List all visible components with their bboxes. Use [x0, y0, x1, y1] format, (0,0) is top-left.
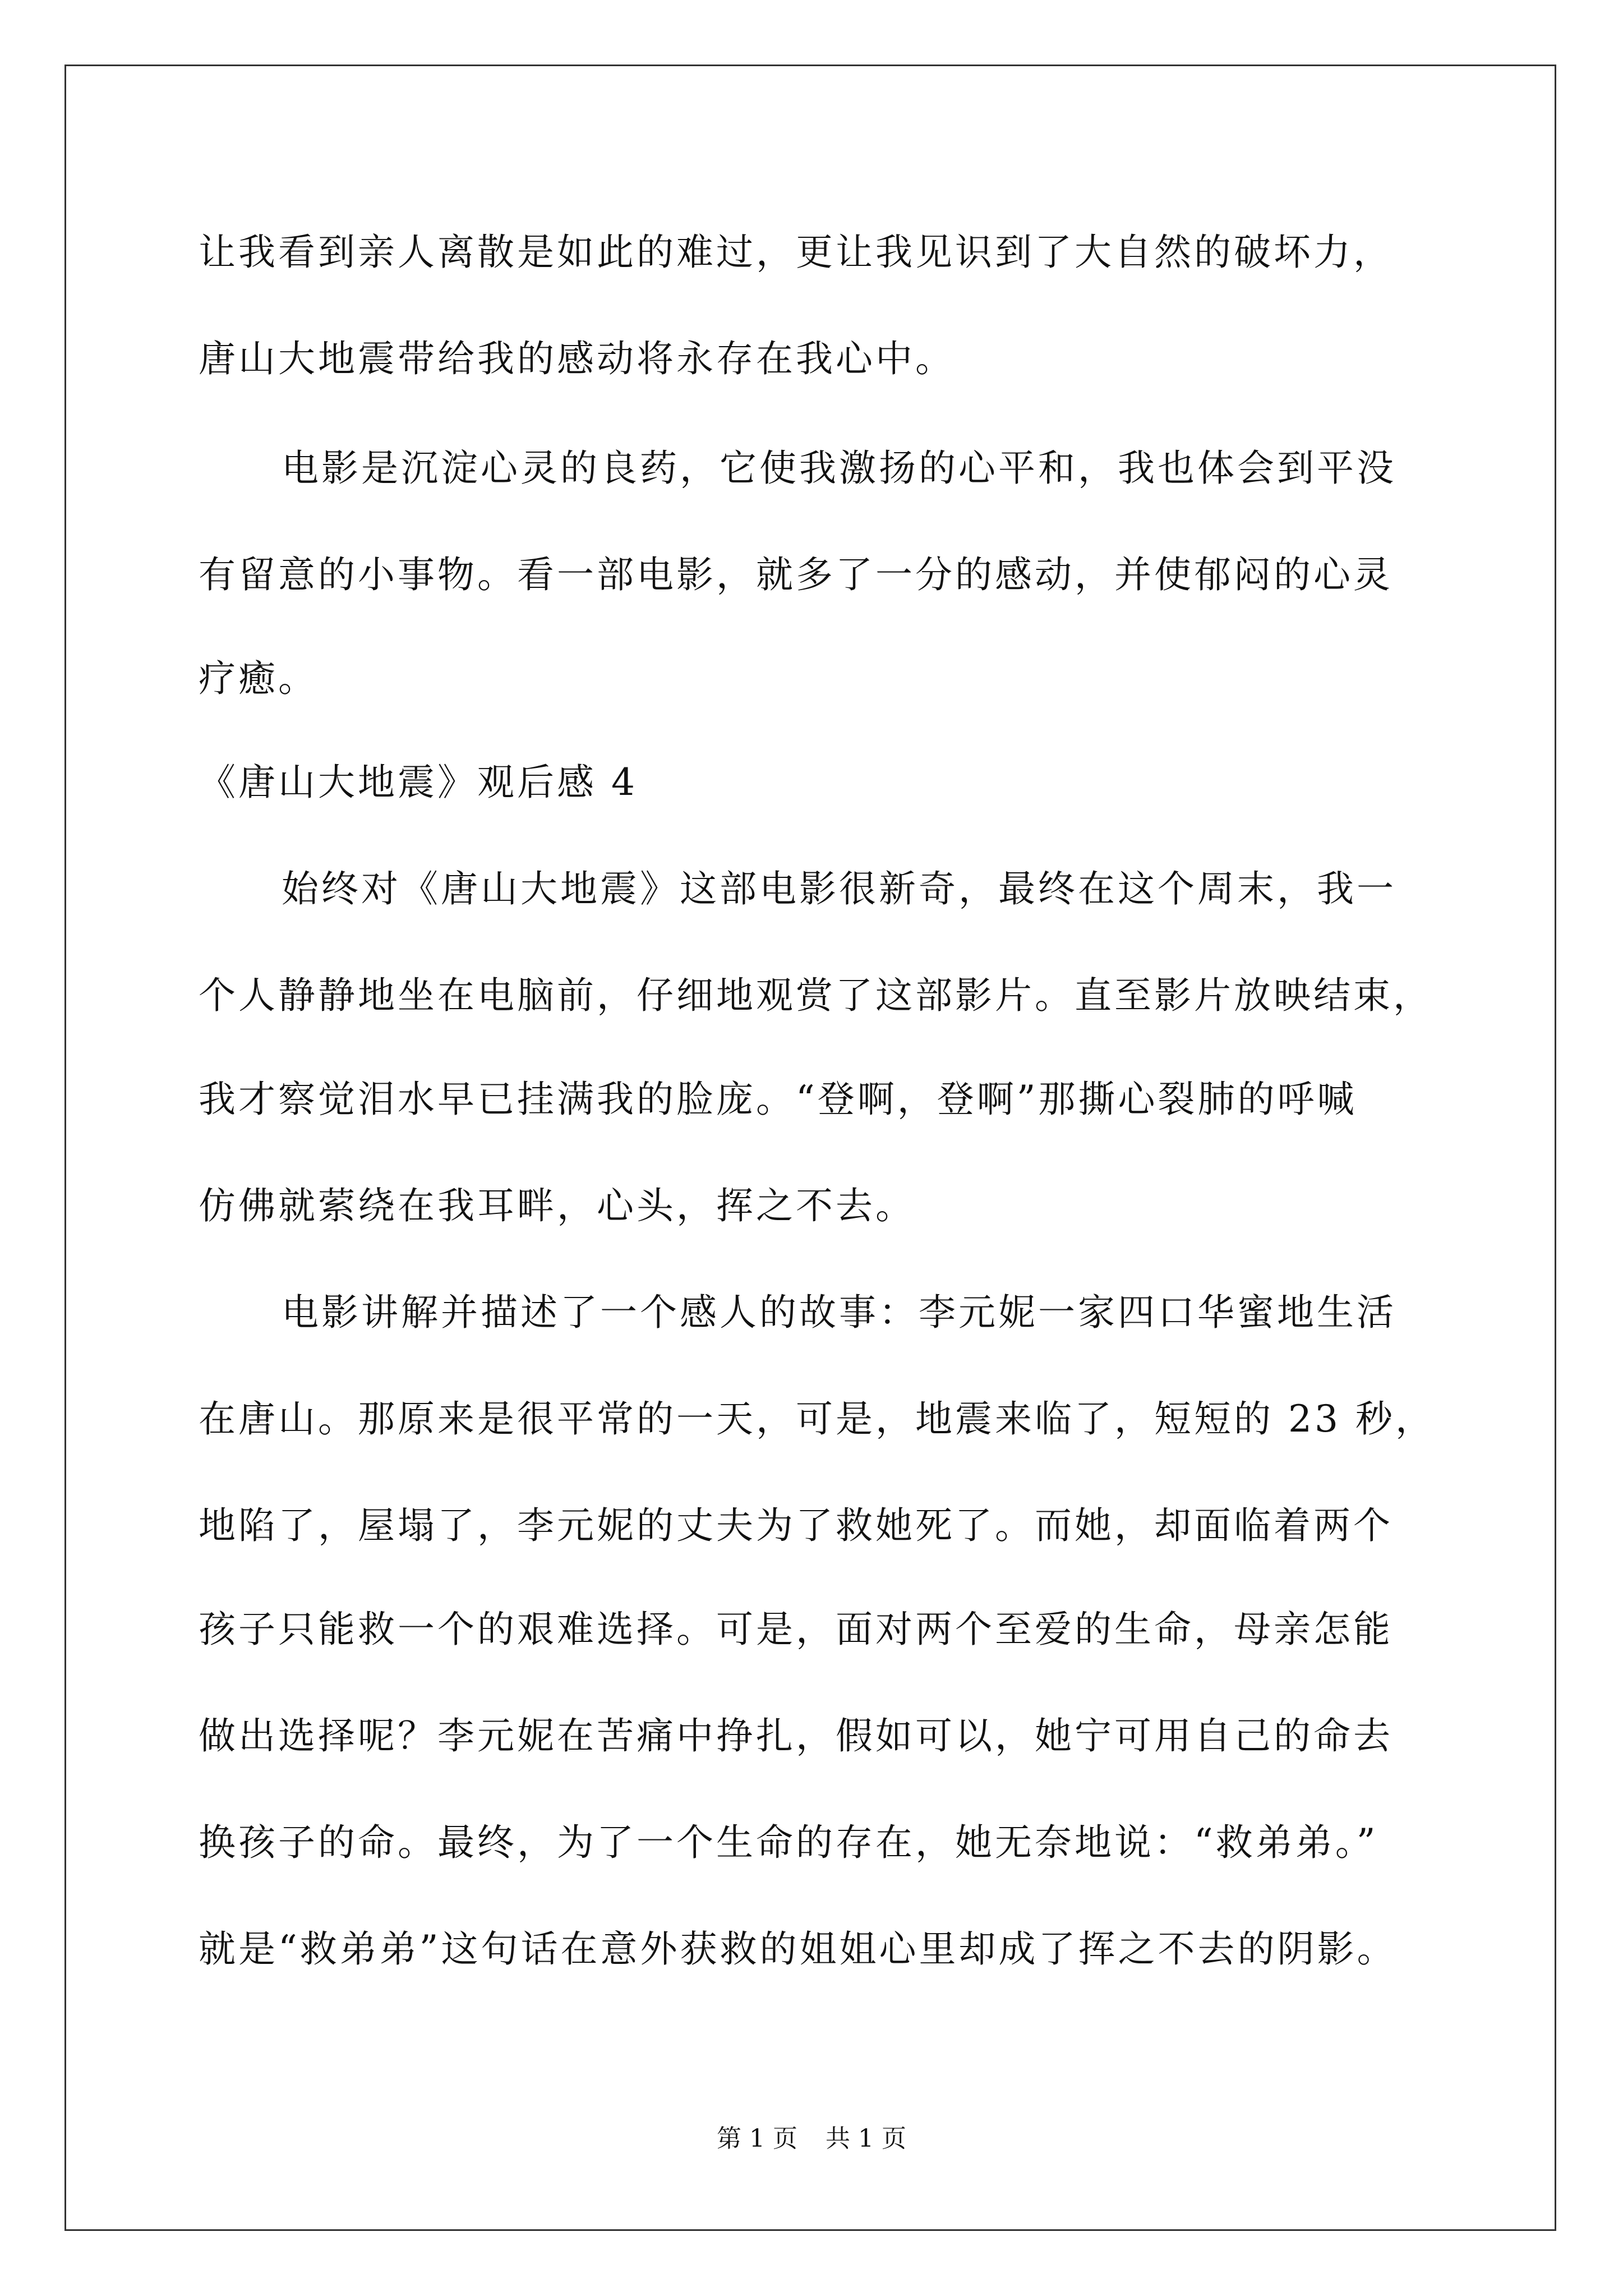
paragraph-4-line-1: 电影讲解并描述了一个感人的故事：李元妮一家四口华蜜地生活 — [282, 1291, 1396, 1334]
paragraph-3-line-1: 始终对《唐山大地震》这部电影很新奇，最终在这个周末，我一 — [282, 867, 1396, 910]
paragraph-2-line-2: 有留意的小事物。看一部电影，就多了一分的感动，并使郁闷的心灵 — [199, 553, 1393, 596]
text-line-1: 让我看到亲人离散是如此的难过，更让我见识到了大自然的破坏力， — [199, 231, 1393, 274]
page-total: 共 1 页 — [826, 2124, 906, 2153]
paragraph-4-line-3: 地陷了，屋塌了，李元妮的丈夫为了救她死了。而她，却面临着两个 — [199, 1504, 1393, 1547]
paragraph-3-line-2: 个人静静地坐在电脑前，仔细地观赏了这部影片。直至影片放映结束， — [199, 974, 1433, 1017]
paragraph-4-line-4: 孩子只能救一个的艰难选择。可是，面对两个至爱的生命，母亲怎能 — [199, 1608, 1393, 1651]
page-footer — [0, 2123, 1623, 2155]
text-line-2: 唐山大地震带给我的感动将永存在我心中。 — [199, 337, 955, 380]
paragraph-4-line-2: 在唐山。那原来是很平常的一天，可是，地震来临了，短短的 23 秒， — [199, 1397, 1435, 1441]
paragraph-3-line-4: 仿佛就萦绕在我耳畔，心头，挥之不去。 — [199, 1184, 915, 1227]
page-number: 第 1 页 — [717, 2124, 797, 2153]
section-heading: 《唐山大地震》观后感 4 — [199, 761, 638, 804]
paragraph-4-line-5: 做出选择呢？李元妮在苦痛中挣扎，假如可以，她宁可用自己的命去 — [199, 1714, 1393, 1757]
paragraph-2-line-1: 电影是沉淀心灵的良药，它使我激扬的心平和，我也体会到平没 — [282, 447, 1396, 490]
paragraph-3-line-3: 我才察觉泪水早已挂满我的脸庞。“登啊，登啊”那撕心裂肺的呼喊 — [199, 1078, 1357, 1121]
page-border — [64, 65, 1556, 2231]
paragraph-4-line-6: 换孩子的命。最终，为了一个生命的存在，她无奈地说：“救弟弟。” — [199, 1821, 1378, 1864]
paragraph-4-line-7: 就是“救弟弟”这句话在意外获救的姐姐心里却成了挥之不去的阴影。 — [199, 1927, 1397, 1971]
paragraph-2-line-3: 疗癒。 — [199, 657, 318, 700]
